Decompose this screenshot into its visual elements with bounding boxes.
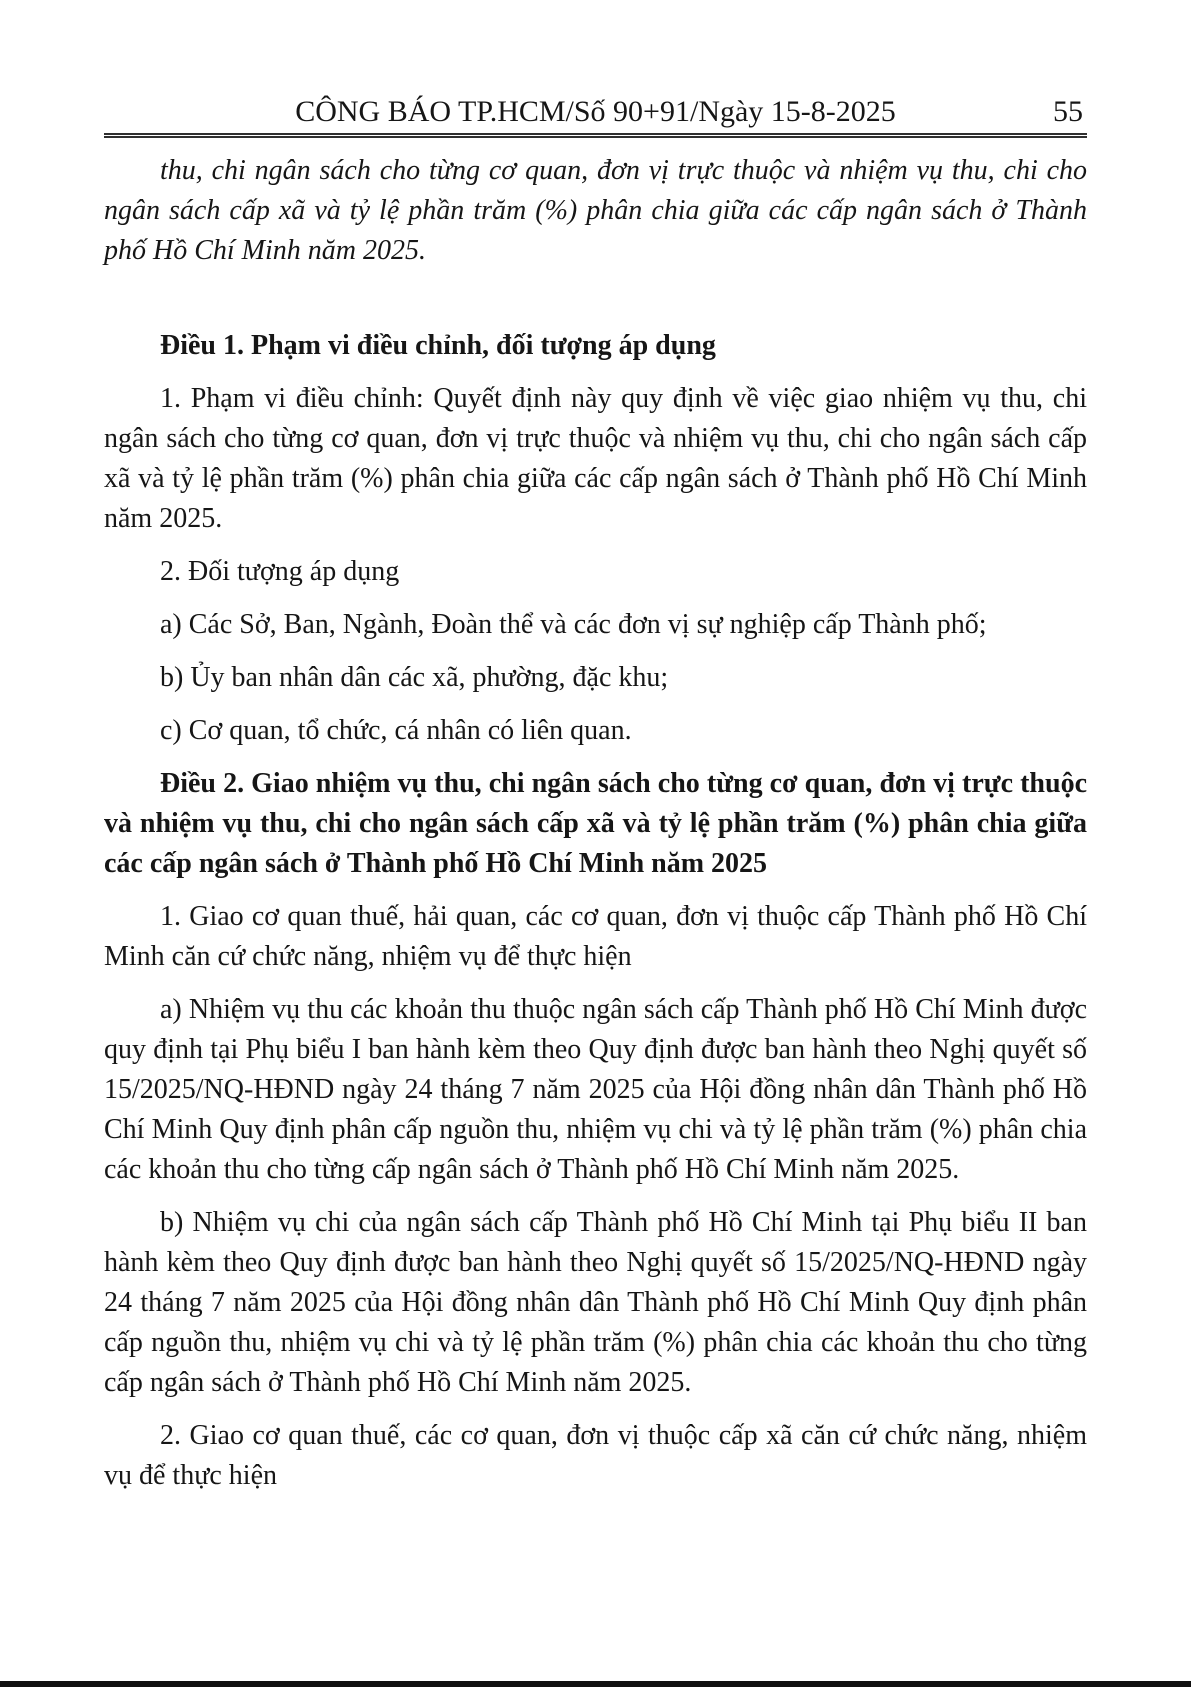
article-1-heading: Điều 1. Phạm vi điều chỉnh, đối tượng áp dụng (160, 330, 716, 361)
page-header (104, 0, 1087, 133)
article-2-paragraph-3: b) Nhiệm vụ chi của ngân sách cấp Thành phố Hồ Chí Minh tại Phụ biểu II ban hành kèm theo Quy định được ban hành theo Nghị quyết số 15/2025/NQ-HĐND ngày 24 tháng 7 năm 2025 của Hội đồng nhân dân Thành phố Hồ Chí Minh Quy định phân cấp nguồn thu, nhiệm vụ chi và tỷ lệ phần trăm (%) phân chia các khoản thu cho từng cấp ngân sách ở Thành phố Hồ Chí Minh năm 2025. (104, 1207, 1087, 1398)
continuation-paragraph: thu, chi ngân sách cho từng cơ quan, đơn vị trực thuộc và nhiệm vụ thu, chi cho ngân sách cấp xã và tỷ lệ phần trăm (%) phân chia giữa các cấp ngân sách ở Thành phố Hồ Chí Minh năm 2025. (104, 155, 1087, 266)
article-2-paragraph-1: 1. Giao cơ quan thuế, hải quan, các cơ quan, đơn vị thuộc cấp Thành phố Hồ Chí Minh căn cứ chức năng, nhiệm vụ để thực hiện (104, 901, 1087, 972)
article-1-paragraph-4: b) Ủy ban nhân dân các xã, phường, đặc khu; (160, 662, 669, 693)
article-1-paragraph-1: 1. Phạm vi điều chỉnh: Quyết định này quy định về việc giao nhiệm vụ thu, chi ngân sách cho từng cơ quan, đơn vị trực thuộc và nhiệm vụ thu, chi cho ngân sách cấp xã và tỷ lệ phần trăm (%) phân chia giữa các cấp ngân sách ở Thành phố Hồ Chí Minh năm 2025. (104, 383, 1087, 534)
article-1-paragraph-3: a) Các Sở, Ban, Ngành, Đoàn thể và các đơn vị sự nghiệp cấp Thành phố; (160, 609, 987, 640)
article-2-paragraph-4: 2. Giao cơ quan thuế, các cơ quan, đơn vị thuộc cấp xã căn cứ chức năng, nhiệm vụ để thực hiện (104, 1420, 1087, 1491)
bottom-edge-bar (0, 1681, 1191, 1687)
header-title: CÔNG BÁO TP.HCM/Số 90+91/Ngày 15-8-2025 (295, 95, 896, 128)
document-body (104, 151, 1087, 1496)
page-number: 55 (1053, 95, 1083, 128)
article-1-paragraph-2: 2. Đối tượng áp dụng (160, 556, 400, 587)
article-2-paragraph-2: a) Nhiệm vụ thu các khoản thu thuộc ngân sách cấp Thành phố Hồ Chí Minh được quy định tại Phụ biểu I ban hành kèm theo Quy định được ban hành theo Nghị quyết số 15/2025/NQ-HĐND ngày 24 tháng 7 năm 2025 của Hội đồng nhân dân Thành phố Hồ Chí Minh Quy định phân cấp nguồn thu, nhiệm vụ chi và tỷ lệ phần trăm (%) phân chia các khoản thu cho từng cấp ngân sách ở Thành phố Hồ Chí Minh năm 2025. (104, 994, 1087, 1185)
article-2-heading: Điều 2. Giao nhiệm vụ thu, chi ngân sách cho từng cơ quan, đơn vị trực thuộc và nhiệm vụ thu, chi cho ngân sách cấp xã và tỷ lệ phần trăm (%) phân chia giữa các cấp ngân sách ở Thành phố Hồ Chí Minh năm 2025 (104, 768, 1087, 879)
article-1-paragraph-5: c) Cơ quan, tổ chức, cá nhân có liên quan. (160, 715, 632, 746)
header-rule-divider (104, 133, 1087, 138)
